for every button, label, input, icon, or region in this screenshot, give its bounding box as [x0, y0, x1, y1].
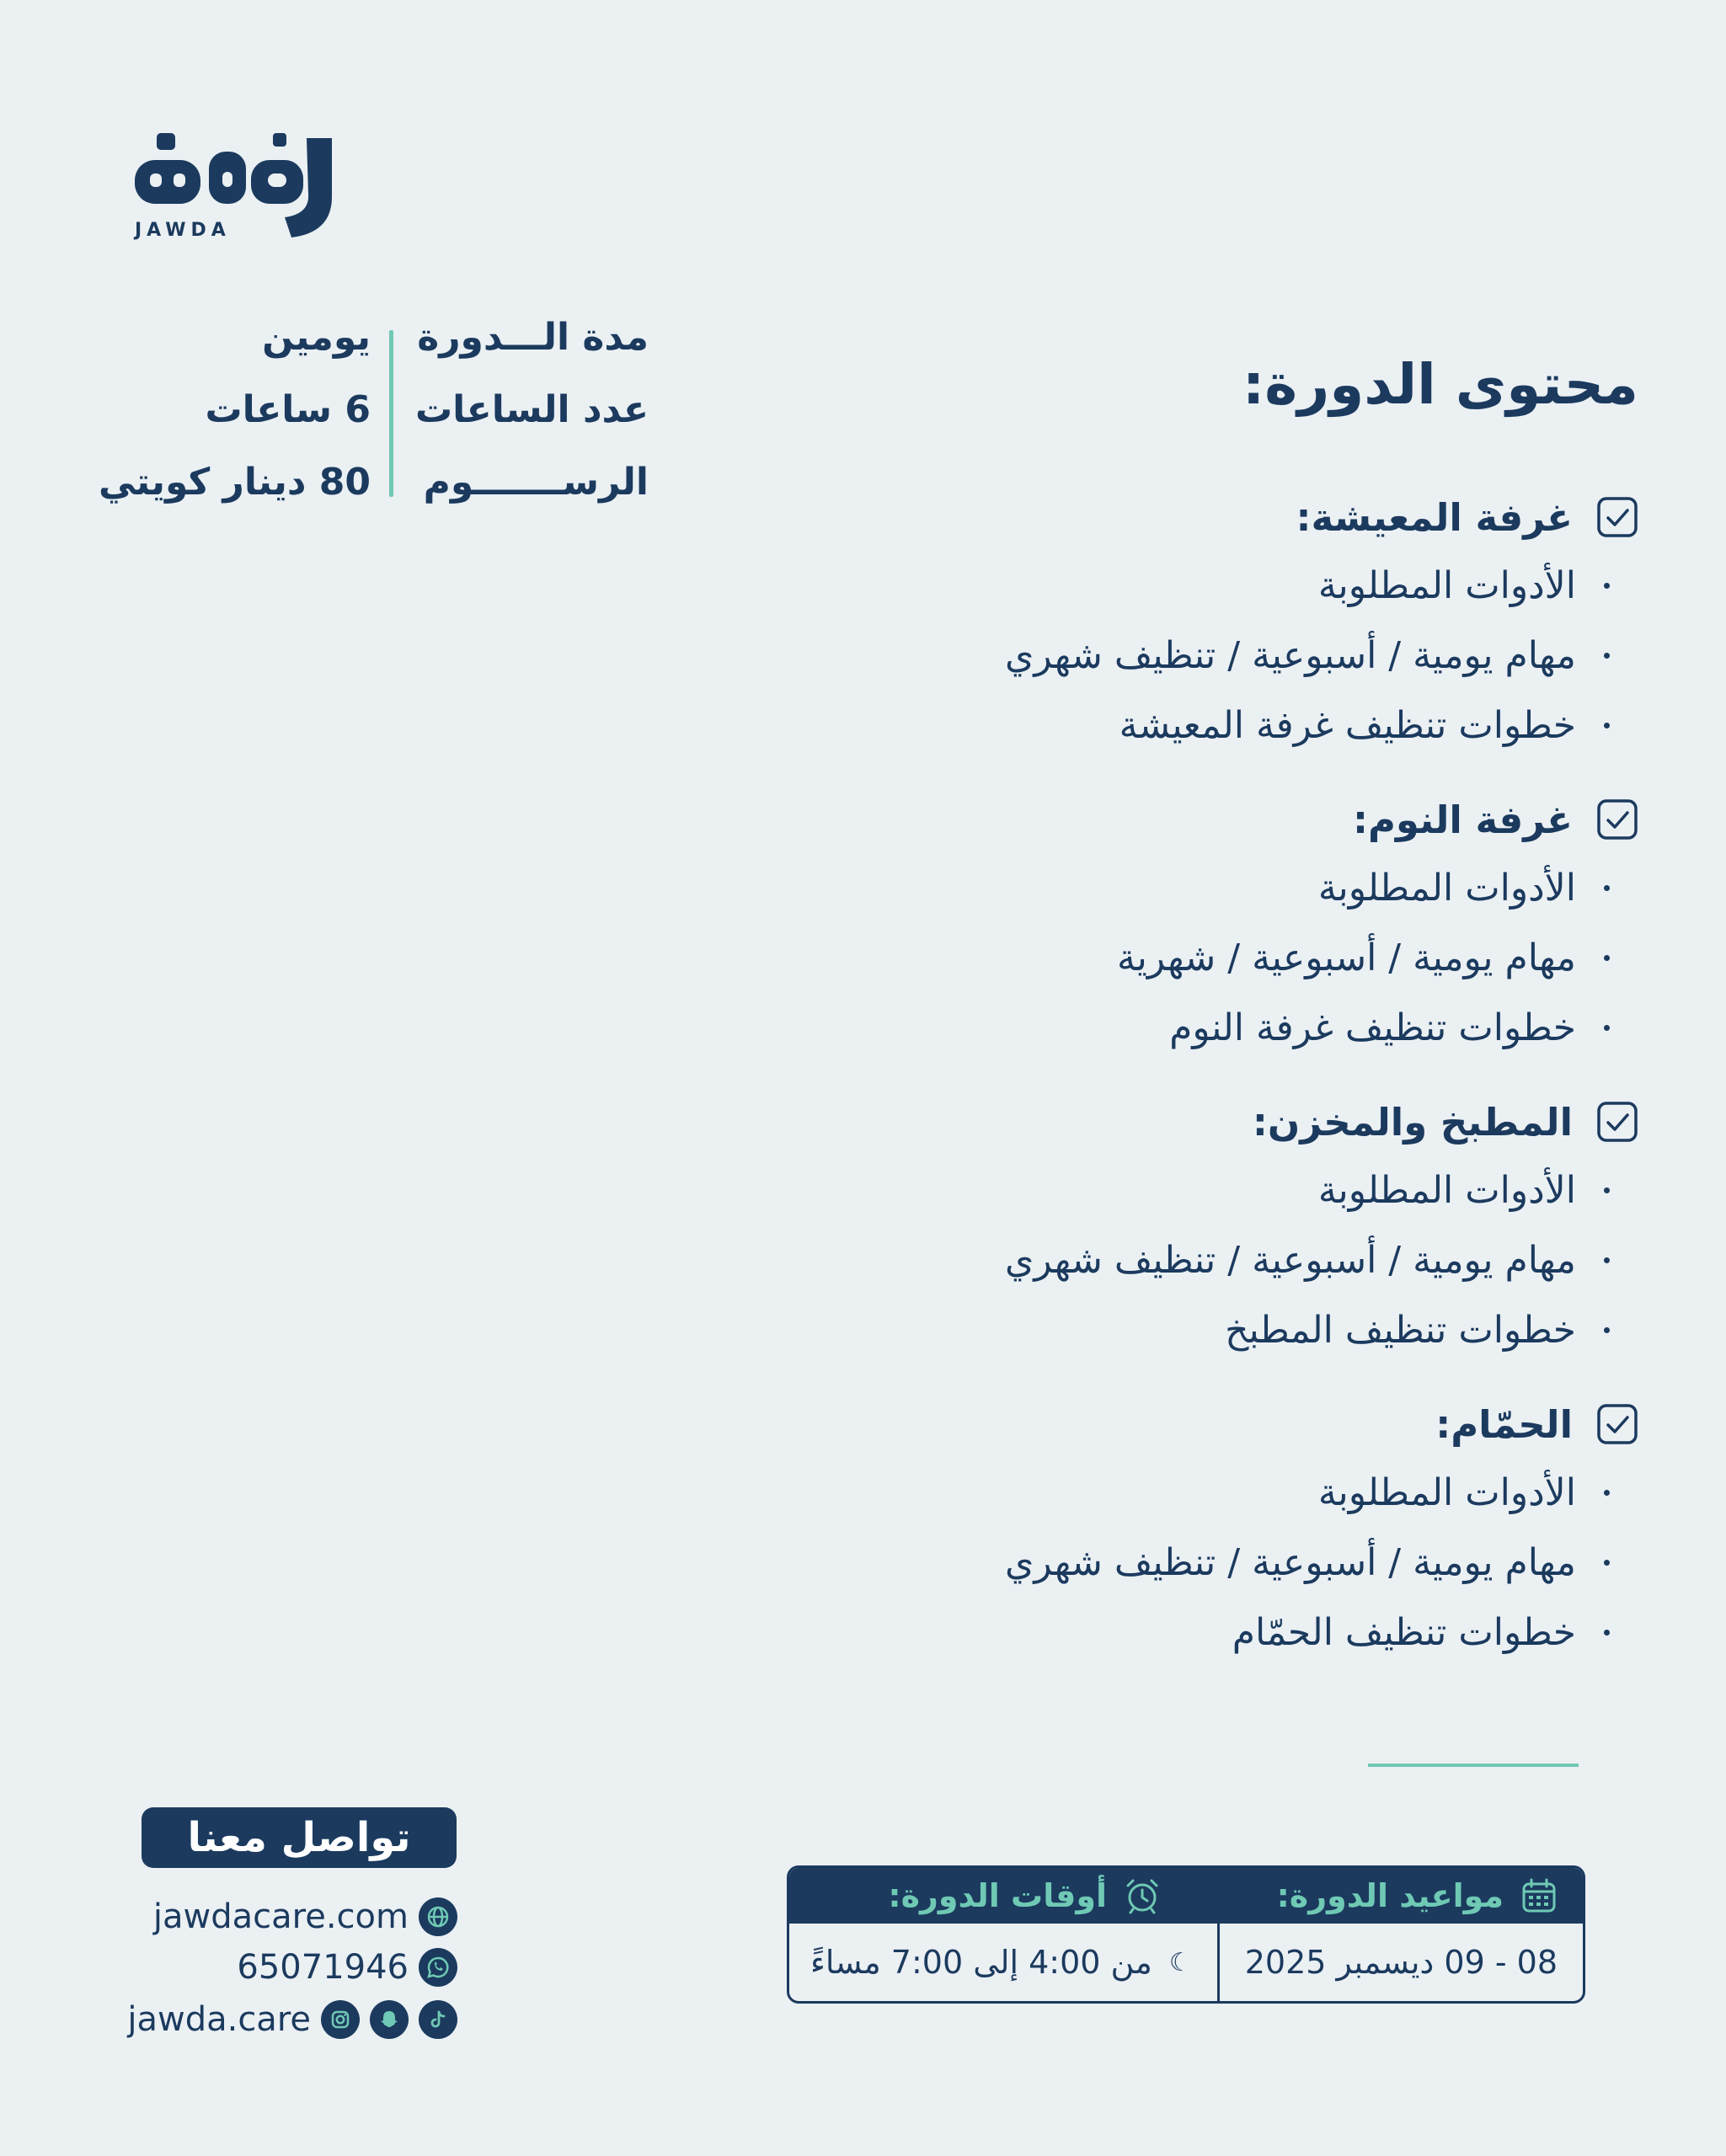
times-header: [789, 1868, 1186, 1924]
section-bedroom: [745, 786, 1638, 1063]
whatsapp-icon: [419, 1948, 457, 1987]
list-item: مهام يومية / أسبوعية / تنظيف شهري: [745, 621, 1610, 691]
jawda-logo: [126, 126, 345, 244]
social-handle[interactable]: jawda.care: [127, 2000, 311, 2039]
section-title: الحمّام:: [1435, 1401, 1573, 1447]
list-item: مهام يومية / أسبوعية / تنظيف شهري: [745, 1225, 1610, 1295]
list-item: خطوات تنظيف الحمّام: [745, 1598, 1610, 1668]
content-title: محتوى الدورة:: [1242, 352, 1638, 417]
list-item: خطوات تنظيف غرفة النوم: [745, 993, 1610, 1063]
section-living-room: [745, 483, 1638, 760]
list-item: الأدوات المطلوبة: [745, 1155, 1610, 1225]
moon-icon: ☾: [1168, 1947, 1192, 1977]
globe-icon: [419, 1897, 457, 1936]
course-content: [745, 347, 1638, 1693]
times-value: من 4:00 إلى 7:00 مساءً: [810, 1944, 1152, 1981]
schedule-header: [789, 1868, 1583, 1924]
check-square-icon: [1596, 798, 1638, 841]
section-title: غرفة النوم:: [1352, 797, 1573, 842]
check-square-icon: [1596, 1101, 1638, 1143]
times-cell: [787, 1924, 1217, 2001]
course-info-labels: [404, 313, 649, 531]
hours-label: عدد الساعات: [414, 388, 649, 431]
section-items: [745, 551, 1638, 760]
accent-divider: [1368, 1764, 1579, 1767]
duration-value: يومين: [262, 316, 371, 359]
social-row[interactable]: [127, 1996, 457, 2043]
phone-row[interactable]: [237, 1944, 457, 1991]
schedule-box: [787, 1865, 1585, 2004]
logo-latin-text: JAWDA: [135, 220, 231, 241]
list-item: خطوات تنظيف المطبخ: [745, 1295, 1610, 1365]
dates-label: مواعيد الدورة:: [1276, 1877, 1504, 1914]
list-item: الأدوات المطلوبة: [745, 551, 1610, 621]
section-items: [745, 853, 1638, 1063]
alarm-clock-icon: [1124, 1877, 1161, 1914]
list-item: الأدوات المطلوبة: [745, 1458, 1610, 1528]
calendar-icon: [1520, 1877, 1558, 1914]
info-divider: [389, 330, 393, 497]
check-square-icon: [1596, 496, 1638, 538]
section-header: [745, 786, 1638, 853]
dates-value: 08 - 09 ديسمبر 2025: [1244, 1944, 1558, 1981]
section-items: [745, 1458, 1638, 1668]
section-header: [745, 1390, 1638, 1458]
list-item: الأدوات المطلوبة: [745, 853, 1610, 923]
dates-cell: [1217, 1924, 1583, 2001]
section-items: [745, 1155, 1638, 1365]
times-label: أوقات الدورة:: [888, 1877, 1107, 1914]
phone-number[interactable]: 65071946: [237, 1948, 409, 1987]
duration-label: مدة الـــدورة: [417, 316, 649, 359]
instagram-icon[interactable]: [321, 2000, 360, 2039]
section-title: غرفة المعيشة:: [1296, 494, 1573, 540]
contact-us-badge: تواصل معنا: [142, 1807, 457, 1868]
website-row[interactable]: [153, 1893, 457, 1940]
section-header: [745, 1088, 1638, 1155]
fees-label: الرســـــــوم: [423, 461, 649, 504]
section-bathroom: [745, 1390, 1638, 1668]
check-square-icon: [1596, 1403, 1638, 1445]
fees-value: 80 دينار كويتي: [99, 461, 371, 504]
hours-value: 6 ساعات: [205, 388, 371, 431]
course-info-values: [93, 313, 371, 531]
section-header: [745, 483, 1638, 551]
list-item: خطوات تنظيف غرفة المعيشة: [745, 691, 1610, 760]
dates-header: [1186, 1868, 1583, 1924]
list-item: مهام يومية / أسبوعية / شهرية: [745, 923, 1610, 993]
section-kitchen: [745, 1088, 1638, 1365]
list-item: مهام يومية / أسبوعية / تنظيف شهري: [745, 1528, 1610, 1598]
tiktok-icon[interactable]: [419, 2000, 457, 2039]
snapchat-icon[interactable]: [370, 2000, 409, 2039]
section-title: المطبخ والمخزن:: [1252, 1099, 1573, 1145]
schedule-values: [789, 1924, 1583, 2001]
website-link[interactable]: jawdacare.com: [152, 1897, 409, 1936]
